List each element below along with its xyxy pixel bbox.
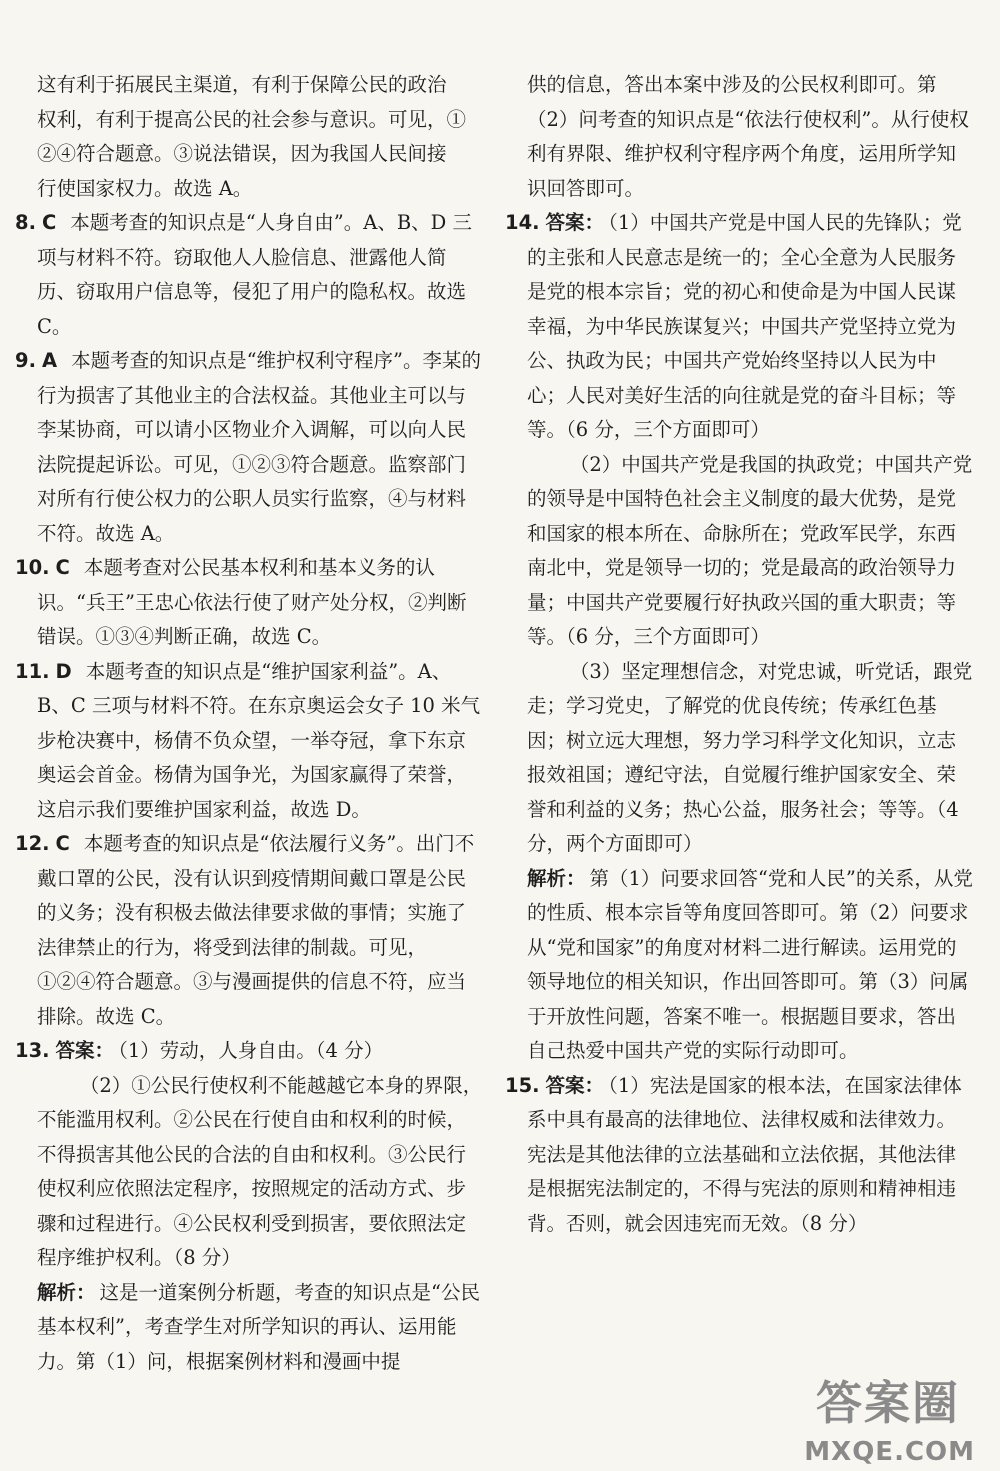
analysis xyxy=(15,1276,485,1380)
answer-option: D xyxy=(55,659,72,683)
analysis-label: 解析： xyxy=(37,1280,96,1304)
intro-line: 权利，有利于提高公民的社会参与意识。可见，① xyxy=(37,107,467,131)
watermark-logo: 答案圈 xyxy=(816,1376,960,1430)
analysis-label: 解析： xyxy=(527,866,586,890)
question-text: 本题考查的知识点是“人身自由”。A、B、D 三项与材料不符。窃取他人人脸信息、泄露他人简历、窃取用户信息等，侵犯了用户的隐私权。故选 C。 xyxy=(37,211,472,338)
answer-label: 答案： xyxy=(55,1039,115,1062)
question-12 xyxy=(15,827,485,1034)
question-number: 10. xyxy=(15,556,50,579)
question-number: 15. xyxy=(505,1073,540,1097)
answer-option: C xyxy=(41,211,57,234)
question-number: 9. xyxy=(15,349,36,372)
intro-line: ②④符合题意。③说法错误，因为我国人民间接 xyxy=(37,142,447,165)
answer-option: A xyxy=(41,349,58,372)
answer-part-1: （1）宪法是国家的根本法，在国家法律体系中具有最高的法律地位、法律权威和法律效力。宪法是其他法律的立法基础和立法依据，其他法律是根据宪法制定的，不得与宪法的原则和精神相违背。否则，就会因违宪而无效。（8 分） xyxy=(527,1073,962,1235)
right-column xyxy=(505,68,975,1241)
answer-option: C xyxy=(55,832,70,855)
question-text: 本题考查的知识点是“维护权利守程序”。李某的行为损害了其他业主的合法权益。其他业主可以与李某协商，可以请小区物业介入调解，可以向人民法院提起诉讼。可见，①②③符合题意。监察部门对所有行使公权力的公职人员实行监察，④与材料不符。故选 A。 xyxy=(37,349,482,545)
answer-option: C xyxy=(55,556,70,579)
question-8 xyxy=(15,206,485,344)
question-number: 11. xyxy=(15,659,50,683)
answer-part-2: （2）中国共产党是我国的执政党；中国共产党的领导是中国特色社会主义制度的最大优势，是党和国家的根本所在、命脉所在；党政军民学，东西南北中，党是领导一切的；党是最高的政治领导力量；中国共产党要履行好执政兴国的重大职责；等等。（6 分，三个方面即可） xyxy=(527,452,973,648)
answer-part-3: （3）坚定理想信念，对党忠诚，听党话，跟党走；学习党史，了解党的优良传统；传承红色基因；树立远大理想，努力学习科学文化知识，立志报效祖国；遵纪守法，自觉履行维护国家安全、荣誉和利益的义务；热心公益，服务社会；等等。（4 分，两个方面即可） xyxy=(527,659,973,855)
question-text: 本题考查的知识点是“维护国家利益”。A、B、C 三项与材料不符。在东京奥运会女子 10 米气步枪决赛中，杨倩不负众望，一举夺冠，拿下东京奥运会首金。杨倩为国争光，为国家赢得了荣誉，这启示我们要维护国家利益，故选 D。 xyxy=(37,659,481,821)
question-13-continued: 供的信息，答出本案中涉及的公民权利即可。第（2）问考查的知识点是“依法行使权利”。从行使权利有界限、维护权利守程序两个角度，运用所学知识回答即可。 xyxy=(527,73,969,200)
analysis xyxy=(505,862,975,1069)
question-number: 12. xyxy=(15,832,50,855)
watermark-url: MXQE.COM xyxy=(804,1437,975,1467)
question-number: 13. xyxy=(15,1039,50,1062)
answer-label: 答案： xyxy=(545,1073,605,1097)
analysis-text: 这是一道案例分析题，考查的知识点是“公民基本权利”，考查学生对所学知识的再认、运用能力。第（1）问，根据案例材料和漫画中提 xyxy=(37,1280,480,1373)
question-9 xyxy=(15,344,485,551)
intro-line: 行使国家权力。故选 A。 xyxy=(37,176,253,200)
question-14 xyxy=(505,206,975,448)
question-13 xyxy=(15,1034,485,1069)
question-text: 本题考查的知识点是“依法履行义务”。出门不戴口罩的公民，没有认识到疫情期间戴口罩是公民的义务；没有积极去做法律要求做的事情；实施了法律禁止的行为，将受到法律的制裁。可见，①②④符合题意。③与漫画提供的信息不符，应当排除。故选 C。 xyxy=(37,832,475,1028)
intro-line: 这有利于拓展民主渠道，有利于保障公民的政治 xyxy=(37,73,447,96)
question-number: 14. xyxy=(505,211,540,234)
question-15 xyxy=(505,1069,975,1242)
intro-paragraph xyxy=(15,68,485,206)
question-text: 本题考查对公民基本权利和基本义务的认识。“兵王”王忠心依法行使了财产处分权，②判断错误。①③④判断正确，故选 C。 xyxy=(37,556,467,648)
answer-part-2: （2）①公民行使权利不能越越它本身的界限，不能滥用权利。②公民在行使自由和权利的时候，不得损害其他公民的合法的自由和权利。③公民行使权利应依照法定程序，按照规定的活动方式、步骤和过程进行。④公民权利受到损害，要依照法定程序维护权利。（8 分） xyxy=(37,1073,483,1269)
analysis-text: 第（1）问要求回答“党和人民”的关系，从党的性质、根本宗旨等角度回答即可。第（2）问要求从“党和国家”的角度对材料二进行解读。运用党的领导地位的相关知识，作出回答即可。第（3）问属于开放性问题，答案不唯一。根据题目要求，答出自己热爱中国共产党的实际行动即可。 xyxy=(527,866,973,1062)
question-11 xyxy=(15,655,485,828)
answer-label: 答案： xyxy=(545,211,605,234)
question-number: 8. xyxy=(15,211,36,234)
answer-part-1: （1）中国共产党是中国人民的先锋队；党的主张和人民意志是统一的；全心全意为人民服务是党的根本宗旨；党的初心和使命是为中国人民谋幸福，为中华民族谋复兴；中国共产党坚持立党为公、执政为民；中国共产党始终坚持以人民为中心；人民对美好生活的向往就是党的奋斗目标；等等。（6 分，三个方面即可） xyxy=(527,211,962,441)
question-10 xyxy=(15,551,485,655)
answer-part-1: （1）劳动，人身自由。（4 分） xyxy=(118,1039,384,1062)
left-column xyxy=(15,68,485,1379)
